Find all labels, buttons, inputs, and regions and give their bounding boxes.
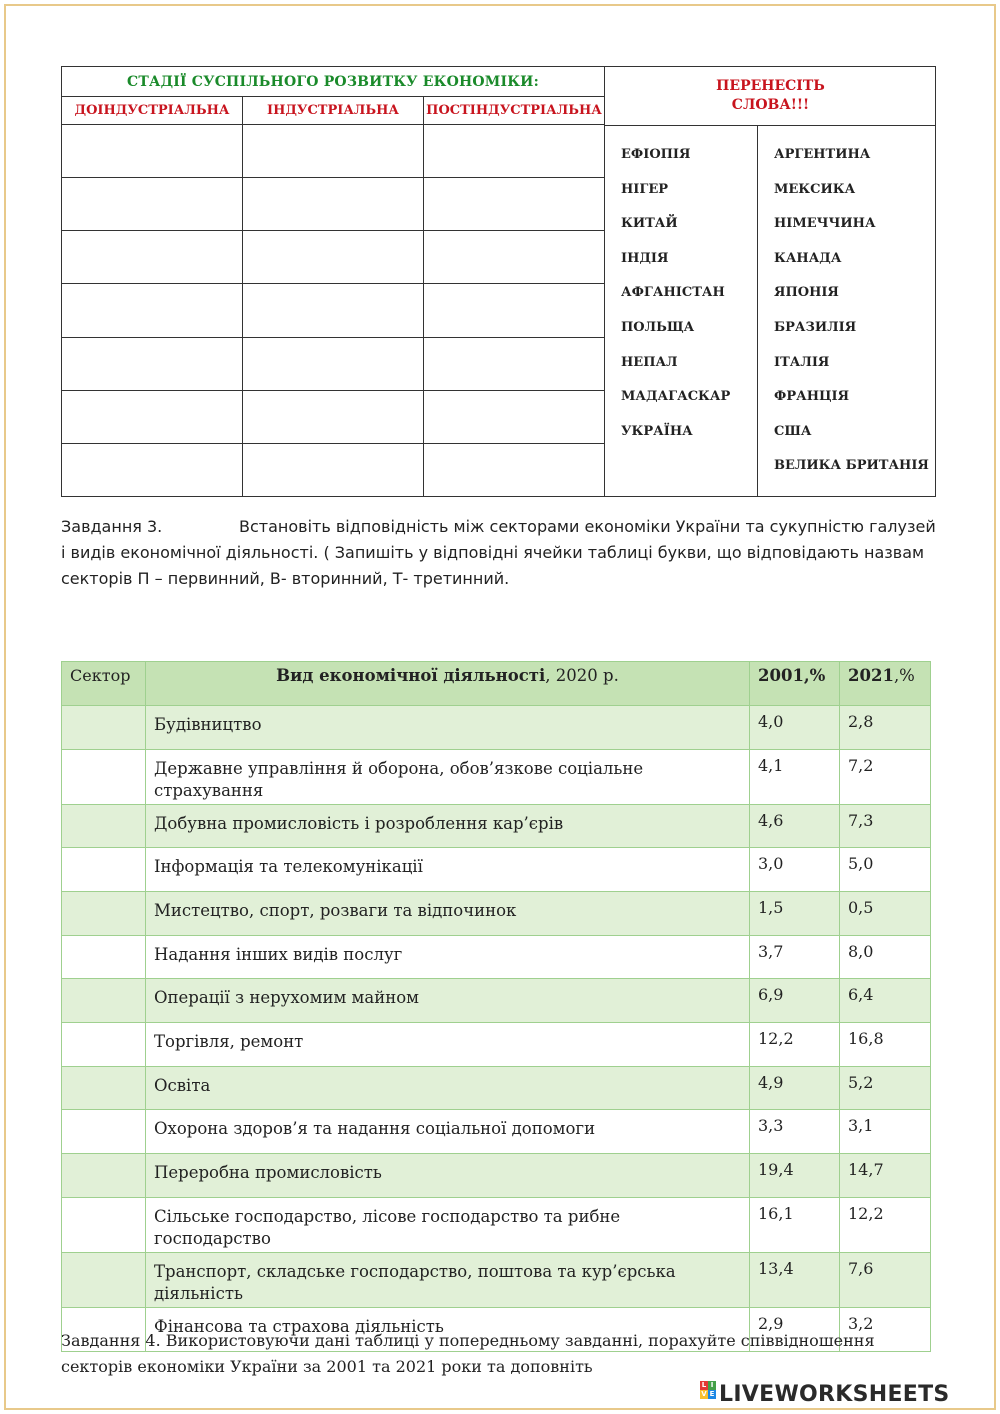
task4-instructions: Завдання 4. Використовуючи дані таблиці у попередньому завданні, порахуйте співвідношення секторів економіки України за 2001 та 2021 роки та доповніть — [61, 1331, 875, 1376]
value-2001: 4,6 — [750, 805, 840, 848]
task3-label: Завдання 3. — [61, 517, 163, 536]
sector-table — [61, 661, 931, 1352]
table-row — [62, 750, 931, 805]
draggable-word[interactable]: НІГЕР — [621, 181, 669, 197]
value-2021: 3,1 — [840, 1110, 931, 1154]
header-sector: Сектор — [62, 662, 146, 706]
draggable-word[interactable]: КИТАЙ — [621, 216, 678, 232]
sector-input-cell[interactable] — [62, 936, 146, 979]
value-2001: 12,2 — [750, 1023, 840, 1067]
liveworksheets-logo — [700, 1381, 950, 1407]
task3-instructions — [61, 514, 941, 592]
activity-name: Сільське господарство, лісове господарство та рибне господарство — [146, 1198, 750, 1253]
table-row — [62, 1110, 931, 1154]
value-2001: 13,4 — [750, 1253, 840, 1308]
draggable-word[interactable]: НІМЕЧЧИНА — [774, 216, 876, 232]
draggable-word[interactable]: ЕФІОПІЯ — [621, 147, 691, 162]
draggable-word[interactable]: ПОЛЬЩА — [621, 319, 695, 335]
drop-cell[interactable] — [424, 231, 605, 284]
draggable-word[interactable]: ІНДІЯ — [621, 250, 669, 266]
draggable-word[interactable]: НЕПАЛ — [621, 354, 678, 370]
drop-cell[interactable] — [62, 443, 243, 496]
draggable-word[interactable]: ВЕЛИКА БРИТАНІЯ — [774, 458, 929, 474]
activity-name: Будівництво — [146, 706, 750, 750]
drop-cell[interactable] — [243, 390, 424, 443]
logo-text: LIVEWORKSHEETS — [719, 1381, 950, 1407]
drop-cell[interactable] — [424, 284, 605, 337]
column-preindustrial: ДОІНДУСТРІАЛЬНА — [62, 97, 243, 125]
table-row — [62, 979, 931, 1023]
sector-input-cell[interactable] — [62, 805, 146, 848]
header-activity: Вид економічної діяльності, 2020 р. — [146, 662, 750, 706]
value-2021: 7,3 — [840, 805, 931, 848]
drop-cell[interactable] — [424, 178, 605, 231]
words-title: ПЕРЕНЕСІТЬ СЛОВА!!! — [605, 67, 936, 126]
table-row — [62, 892, 931, 936]
activity-name: Торгівля, ремонт — [146, 1023, 750, 1067]
words-divider — [757, 126, 758, 497]
value-2001: 3,3 — [750, 1110, 840, 1154]
sector-input-cell[interactable] — [62, 848, 146, 892]
column-industrial: ІНДУСТРІАЛЬНА — [243, 97, 424, 125]
value-2021: 16,8 — [840, 1023, 931, 1067]
drop-cell[interactable] — [424, 443, 605, 496]
table-row — [62, 706, 931, 750]
drop-cell[interactable] — [243, 443, 424, 496]
table-row — [62, 805, 931, 848]
draggable-word[interactable]: УКРАЇНА — [621, 423, 693, 439]
table-row — [62, 848, 931, 892]
column-postindustrial: ПОСТІНДУСТРІАЛЬНА — [424, 97, 605, 125]
draggable-word[interactable]: ІТАЛІЯ — [774, 354, 830, 370]
activity-name: Охорона здоров’я та надання соціальної допомоги — [146, 1110, 750, 1154]
activity-name: Переробна промисловість — [146, 1154, 750, 1198]
activity-name: Фінансова та страхова діяльність — [146, 1308, 750, 1352]
stages-table — [61, 66, 605, 497]
sector-input-cell[interactable] — [62, 1253, 146, 1308]
sector-input-cell[interactable] — [62, 892, 146, 936]
drop-cell[interactable] — [62, 125, 243, 178]
activity-name: Операції з нерухомим майном — [146, 979, 750, 1023]
drop-cell[interactable] — [243, 337, 424, 390]
value-2001: 19,4 — [750, 1154, 840, 1198]
value-2021: 6,4 — [840, 979, 931, 1023]
value-2021: 0,5 — [840, 892, 931, 936]
drop-cell[interactable] — [62, 337, 243, 390]
draggable-word[interactable]: КАНАДА — [774, 250, 842, 266]
table-row — [62, 1067, 931, 1110]
drop-cell[interactable] — [243, 284, 424, 337]
value-2001: 6,9 — [750, 979, 840, 1023]
drop-cell[interactable] — [424, 337, 605, 390]
drop-cell[interactable] — [243, 125, 424, 178]
logo-mark-icon: L I V E — [701, 1381, 715, 1398]
value-2001: 2,9 — [750, 1308, 840, 1352]
words-right-column — [774, 147, 929, 493]
activity-name: Мистецтво, спорт, розваги та відпочинок — [146, 892, 750, 936]
activity-name: Надання інших видів послуг — [146, 936, 750, 979]
words-box — [605, 66, 936, 497]
draggable-word[interactable]: ЯПОНІЯ — [774, 285, 839, 301]
sector-table-header — [62, 662, 931, 706]
value-2021: 5,0 — [840, 848, 931, 892]
words-left-column — [621, 147, 730, 458]
draggable-word[interactable]: МАДАГАСКАР — [621, 389, 731, 405]
drop-cell[interactable] — [62, 390, 243, 443]
value-2021: 3,2 — [840, 1308, 931, 1352]
drop-cell[interactable] — [243, 178, 424, 231]
draggable-word[interactable]: ФРАНЦІЯ — [774, 389, 850, 405]
draggable-word[interactable]: АФГАНІСТАН — [621, 285, 725, 301]
activity-name: Інформація та телекомунікації — [146, 848, 750, 892]
drop-cell[interactable] — [62, 284, 243, 337]
task3-text: Встановіть відповідність між секторами економіки України та сукупністю галузей і видів економічної діяльності. ( Запишіть у відповідні ячейки таблиці букви, що відповідають назвам секторів П – первинний, В- вторинний, Т- третинний. — [61, 517, 936, 588]
value-2021: 7,2 — [840, 750, 931, 805]
header-2001: 2001,% — [750, 662, 840, 706]
table-row — [62, 1198, 931, 1253]
sector-input-cell[interactable] — [62, 1154, 146, 1198]
activity-name: Добувна промисловість і розроблення кар’єрів — [146, 805, 750, 848]
value-2001: 3,7 — [750, 936, 840, 979]
draggable-word[interactable]: США — [774, 423, 812, 439]
table-row — [62, 1023, 931, 1067]
table-row — [62, 1253, 931, 1308]
sector-input-cell[interactable] — [62, 1198, 146, 1253]
table-row — [62, 936, 931, 979]
value-2001: 16,1 — [750, 1198, 840, 1253]
value-2001: 3,0 — [750, 848, 840, 892]
sector-input-cell[interactable] — [62, 979, 146, 1023]
drop-cell[interactable] — [424, 125, 605, 178]
draggable-word[interactable]: АРГЕНТИНА — [774, 147, 871, 162]
activity-name: Освіта — [146, 1067, 750, 1110]
drop-cell[interactable] — [62, 231, 243, 284]
sector-input-cell[interactable] — [62, 750, 146, 805]
sector-input-cell[interactable] — [62, 706, 146, 750]
sector-input-cell[interactable] — [62, 1110, 146, 1154]
stages-title: СТАДІЇ СУСПІЛЬНОГО РОЗВИТКУ ЕКОНОМІКИ: — [62, 67, 605, 97]
value-2021: 12,2 — [840, 1198, 931, 1253]
header-2021: 2021,% — [840, 662, 931, 706]
value-2001: 1,5 — [750, 892, 840, 936]
activity-name: Державне управління й оборона, обов’язкове соціальне страхування — [146, 750, 750, 805]
value-2001: 4,1 — [750, 750, 840, 805]
value-2021: 5,2 — [840, 1067, 931, 1110]
draggable-word[interactable]: БРАЗИЛІЯ — [774, 319, 857, 335]
value-2001: 4,9 — [750, 1067, 840, 1110]
draggable-word[interactable]: МЕКСИКА — [774, 181, 856, 197]
value-2021: 14,7 — [840, 1154, 931, 1198]
value-2021: 7,6 — [840, 1253, 931, 1308]
sector-input-cell[interactable] — [62, 1023, 146, 1067]
value-2021: 8,0 — [840, 936, 931, 979]
table-row — [62, 1154, 931, 1198]
activity-name: Транспорт, складське господарство, поштова та кур’єрська діяльність — [146, 1253, 750, 1308]
value-2001: 4,0 — [750, 706, 840, 750]
drop-cell[interactable] — [62, 178, 243, 231]
drop-cell[interactable] — [424, 390, 605, 443]
value-2021: 2,8 — [840, 706, 931, 750]
sector-input-cell[interactable] — [62, 1067, 146, 1110]
drop-cell[interactable] — [243, 231, 424, 284]
